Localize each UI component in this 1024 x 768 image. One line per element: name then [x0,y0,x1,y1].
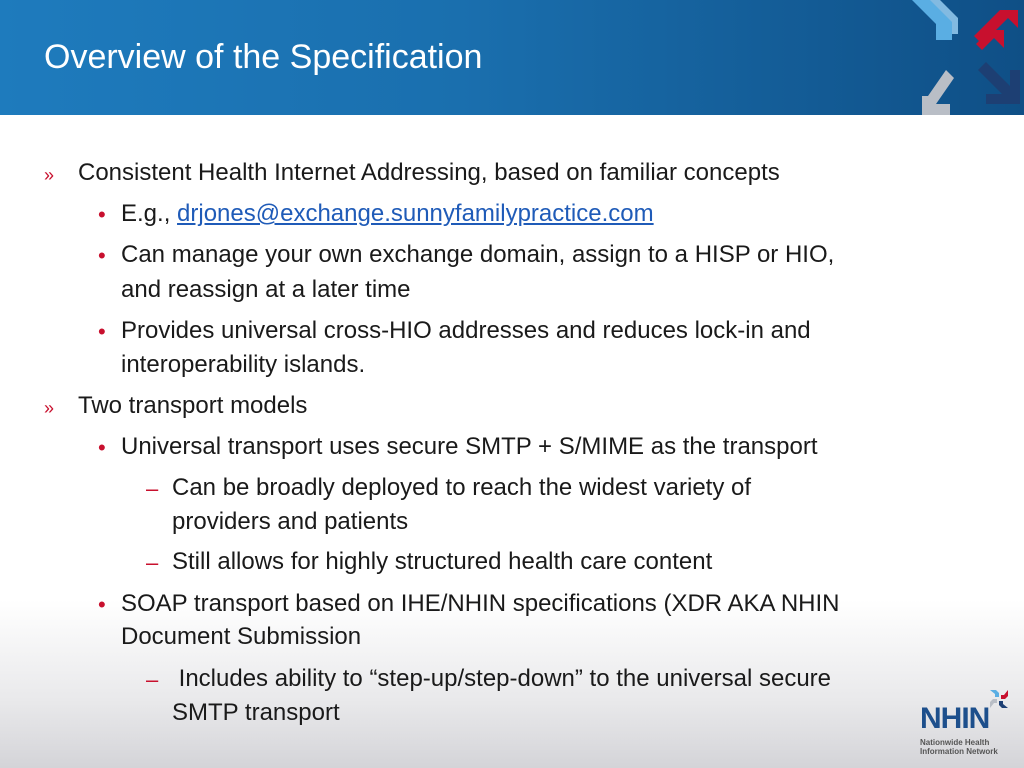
bullet-marker: » [44,398,55,418]
bullet-l3-text-cont: providers and patients [172,508,409,535]
bullet-l2-text: SOAP transport based on IHE/NHIN specifications (XDR AKA NHIN [121,590,840,617]
bullet-marker: » [44,165,55,185]
bullet-l2-text-cont: and reassign at a later time [121,276,411,303]
nhin-subtitle-line1: Nationwide Health [920,738,990,747]
bullet-l2-text: Provides universal cross-HIO addresses and reduces lock-in and [121,317,811,344]
bullet-l2-text-cont: interoperability islands. [121,351,366,378]
bullet-l2-text: Can manage your own exchange domain, assign to a HISP or HIO, [121,241,835,268]
bullet-l1-text: Consistent Health Internet Addressing, based on familiar concepts [78,159,780,186]
bullet-marker: • [98,319,106,344]
email-link[interactable]: drjones@exchange.sunnyfamilypractice.com [177,200,654,227]
bullet-marker: • [98,202,106,227]
bullet-l3-text: Still allows for highly structured health care content [172,548,713,575]
bullet-l2-text [121,199,654,229]
bullet-marker: – [146,550,159,575]
bullet-marker: – [146,476,159,501]
slide-title: Overview of the Specification [44,38,483,76]
bullet-l2-text-cont: Document Submission [121,623,362,650]
nhin-subtitle-line2: Information Network [920,747,998,756]
bullet-l3-text-cont: SMTP transport [172,699,340,726]
email-prefix: E.g., [121,200,178,227]
bullet-l3-text: Can be broadly deployed to reach the widest variety of [172,474,752,501]
bullet-l2-text: Universal transport uses secure SMTP + S/MIME as the transport [121,433,818,460]
bullet-marker: • [98,243,106,268]
mini-arrows-icon [988,688,1010,710]
bullet-marker: • [98,592,106,617]
slide-header [0,0,1024,115]
bullet-l1-text: Two transport models [78,392,308,419]
arrows-logo-icon [900,0,1024,115]
bullet-l3-text: Includes ability to “step-up/step-down” to the universal secure [172,665,832,692]
nhin-logo-text: NHIN [920,702,990,735]
bullet-marker: – [146,667,159,692]
bullet-marker: • [98,435,106,460]
nhin-logo-subtitle [920,738,1010,756]
